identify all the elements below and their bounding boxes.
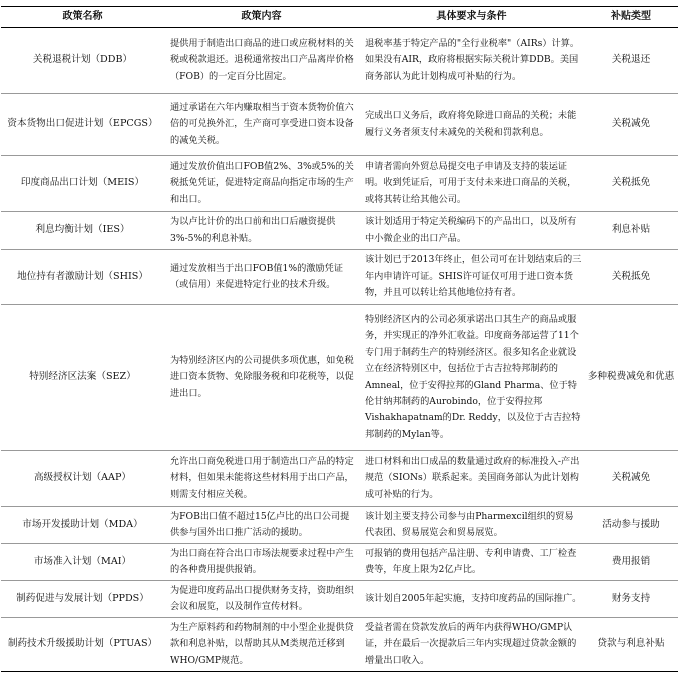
subsidy-type: 关税退还 <box>584 28 678 94</box>
table-row <box>1 28 678 94</box>
table-row <box>1 544 678 581</box>
header-requirements: 具体要求与条件 <box>359 7 584 28</box>
policy-requirements: 退税率基于特定产品的"全行业税率"（AIRs）计算。如果没有AIR，政府将根据实际关税计算DDB。美国商务部认为此计划构成可补贴的行为。 <box>359 28 584 94</box>
policy-name: 关税退税计划（DDB） <box>1 28 164 94</box>
subsidy-type: 关税减免 <box>584 451 678 507</box>
policy-table <box>1 6 678 672</box>
policy-content: 通过发放相当于出口FOB值1%的激励凭证（或信用）来促进特定行业的技术升级。 <box>164 250 359 305</box>
header-policy-content: 政策内容 <box>164 7 359 28</box>
policy-content: 通过发放价值出口FOB值2%、3%或5%的关税抵免凭证，促进特定商品向指定市场的生产和出口。 <box>164 156 359 212</box>
policy-name: 资本货物出口促进计划（EPCGS） <box>1 94 164 156</box>
table-row <box>1 305 678 451</box>
subsidy-type: 利息补贴 <box>584 212 678 250</box>
policy-name: 制药技术升级援助计划（PTUAS） <box>1 618 164 672</box>
policy-requirements: 受益者需在贷款发放后的两年内获得WHO/GMP认证，并在最后一次提款后三年内实现超过贷款金额的增量出口收入。 <box>359 618 584 672</box>
policy-content: 为出口商在符合出口市场法规要求过程中产生的各种费用提供报销。 <box>164 544 359 581</box>
policy-requirements: 进口材料和出口成品的数量通过政府的标准投入-产出规范（SIONs）联系起来。美国商务部认为此计划构成可补贴的行为。 <box>359 451 584 507</box>
policy-content: 通过承诺在六年内赚取相当于资本货物价值六倍的可兑换外汇，生产商可享受进口资本设备的减免关税。 <box>164 94 359 156</box>
subsidy-type: 关税抵免 <box>584 250 678 305</box>
subsidy-type: 多种税费减免和优惠 <box>584 305 678 451</box>
header-subsidy-type: 补贴类型 <box>584 7 678 28</box>
policy-requirements: 完成出口义务后，政府将免除进口商品的关税；未能履行义务者须支付未减免的关税和罚款利息。 <box>359 94 584 156</box>
policy-name: 地位持有者激励计划（SHIS） <box>1 250 164 305</box>
policy-content: 为促进印度药品出口提供财务支持，资助组织会议和展览，以及制作宣传材料。 <box>164 581 359 618</box>
subsidy-type: 费用报销 <box>584 544 678 581</box>
table-row <box>1 156 678 212</box>
subsidy-type: 财务支持 <box>584 581 678 618</box>
table-row <box>1 451 678 507</box>
policy-content: 提供用于制造出口商品的进口或应税材料的关税或税款退还。退税通常按出口产品离岸价格（FOB）的一定百分比固定。 <box>164 28 359 94</box>
policy-requirements: 该计划已于2013年终止，但公司可在计划结束后的三年内申请许可证。SHIS许可证仅可用于进口资本货物，并且可以转让给其他地位持有者。 <box>359 250 584 305</box>
subsidy-type: 关税减免 <box>584 94 678 156</box>
policy-content: 为特别经济区内的公司提供多项优惠，如免税进口资本货物、免除服务税和印花税等，以促进出口。 <box>164 305 359 451</box>
policy-content: 为以卢比计价的出口前和出口后融资提供3%-5%的利息补贴。 <box>164 212 359 250</box>
policy-name: 利息均衡计划（IES） <box>1 212 164 250</box>
policy-name: 制药促进与发展计划（PPDS） <box>1 581 164 618</box>
policy-name: 特别经济区法案（SEZ） <box>1 305 164 451</box>
policy-name: 高级授权计划（AAP） <box>1 451 164 507</box>
table-body <box>1 28 678 672</box>
header-row <box>1 7 678 28</box>
header-policy-name: 政策名称 <box>1 7 164 28</box>
table-row <box>1 581 678 618</box>
table-row <box>1 250 678 305</box>
subsidy-type: 活动参与援助 <box>584 507 678 544</box>
table-row <box>1 507 678 544</box>
policy-requirements: 特别经济区内的公司必须承诺出口其生产的商品或服务，并实现正的净外汇收益。印度商务部运营了11个专门用于制药生产的特别经济区。很多知名企业就设立在经济特别区中，包括位于古吉拉特邦制药的Amneal，位于安得拉邦的Gland Pharma、位于特伦甘纳邦制药的Aurobindo，位于安得拉邦Vishakhapatnam的Dr. Reddy，以及位于古吉拉特邦制药的Mylan等。 <box>359 305 584 451</box>
policy-requirements: 申请者需向外贸总局提交电子申请及支持的装运证明。收到凭证后，可用于支付未来进口商品的关税，或将其转让给其他公司。 <box>359 156 584 212</box>
policy-requirements: 该计划主要支持公司参与由Pharmexcil组织的贸易代表团、贸易展览会和贸易展览。 <box>359 507 584 544</box>
policy-content: 为生产原料药和药物制剂的中小型企业提供贷款和利息补贴，以帮助其从M类规范迁移到WHO/GMP规范。 <box>164 618 359 672</box>
policy-name: 印度商品出口计划（MEIS） <box>1 156 164 212</box>
policy-name: 市场开发援助计划（MDA） <box>1 507 164 544</box>
policy-requirements: 该计划适用于特定关税编码下的产品出口，以及所有中小微企业的出口产品。 <box>359 212 584 250</box>
subsidy-type: 关税抵免 <box>584 156 678 212</box>
policy-content: 允许出口商免税进口用于制造出口产品的特定材料，但如果未能将这些材料用于出口产品，则需支付相应关税。 <box>164 451 359 507</box>
table-row <box>1 94 678 156</box>
policy-requirements: 可报销的费用包括产品注册、专利申请费、工厂检查费等，年度上限为2亿卢比。 <box>359 544 584 581</box>
policy-content: 为FOB出口值不超过15亿卢比的出口公司提供参与国外出口推广活动的援助。 <box>164 507 359 544</box>
table-header <box>1 7 678 28</box>
subsidy-type: 贷款与利息补贴 <box>584 618 678 672</box>
table-row <box>1 618 678 672</box>
table-row <box>1 212 678 250</box>
policy-requirements: 该计划自2005年起实施，支持印度药品的国际推广。 <box>359 581 584 618</box>
policy-name: 市场准入计划（MAI） <box>1 544 164 581</box>
